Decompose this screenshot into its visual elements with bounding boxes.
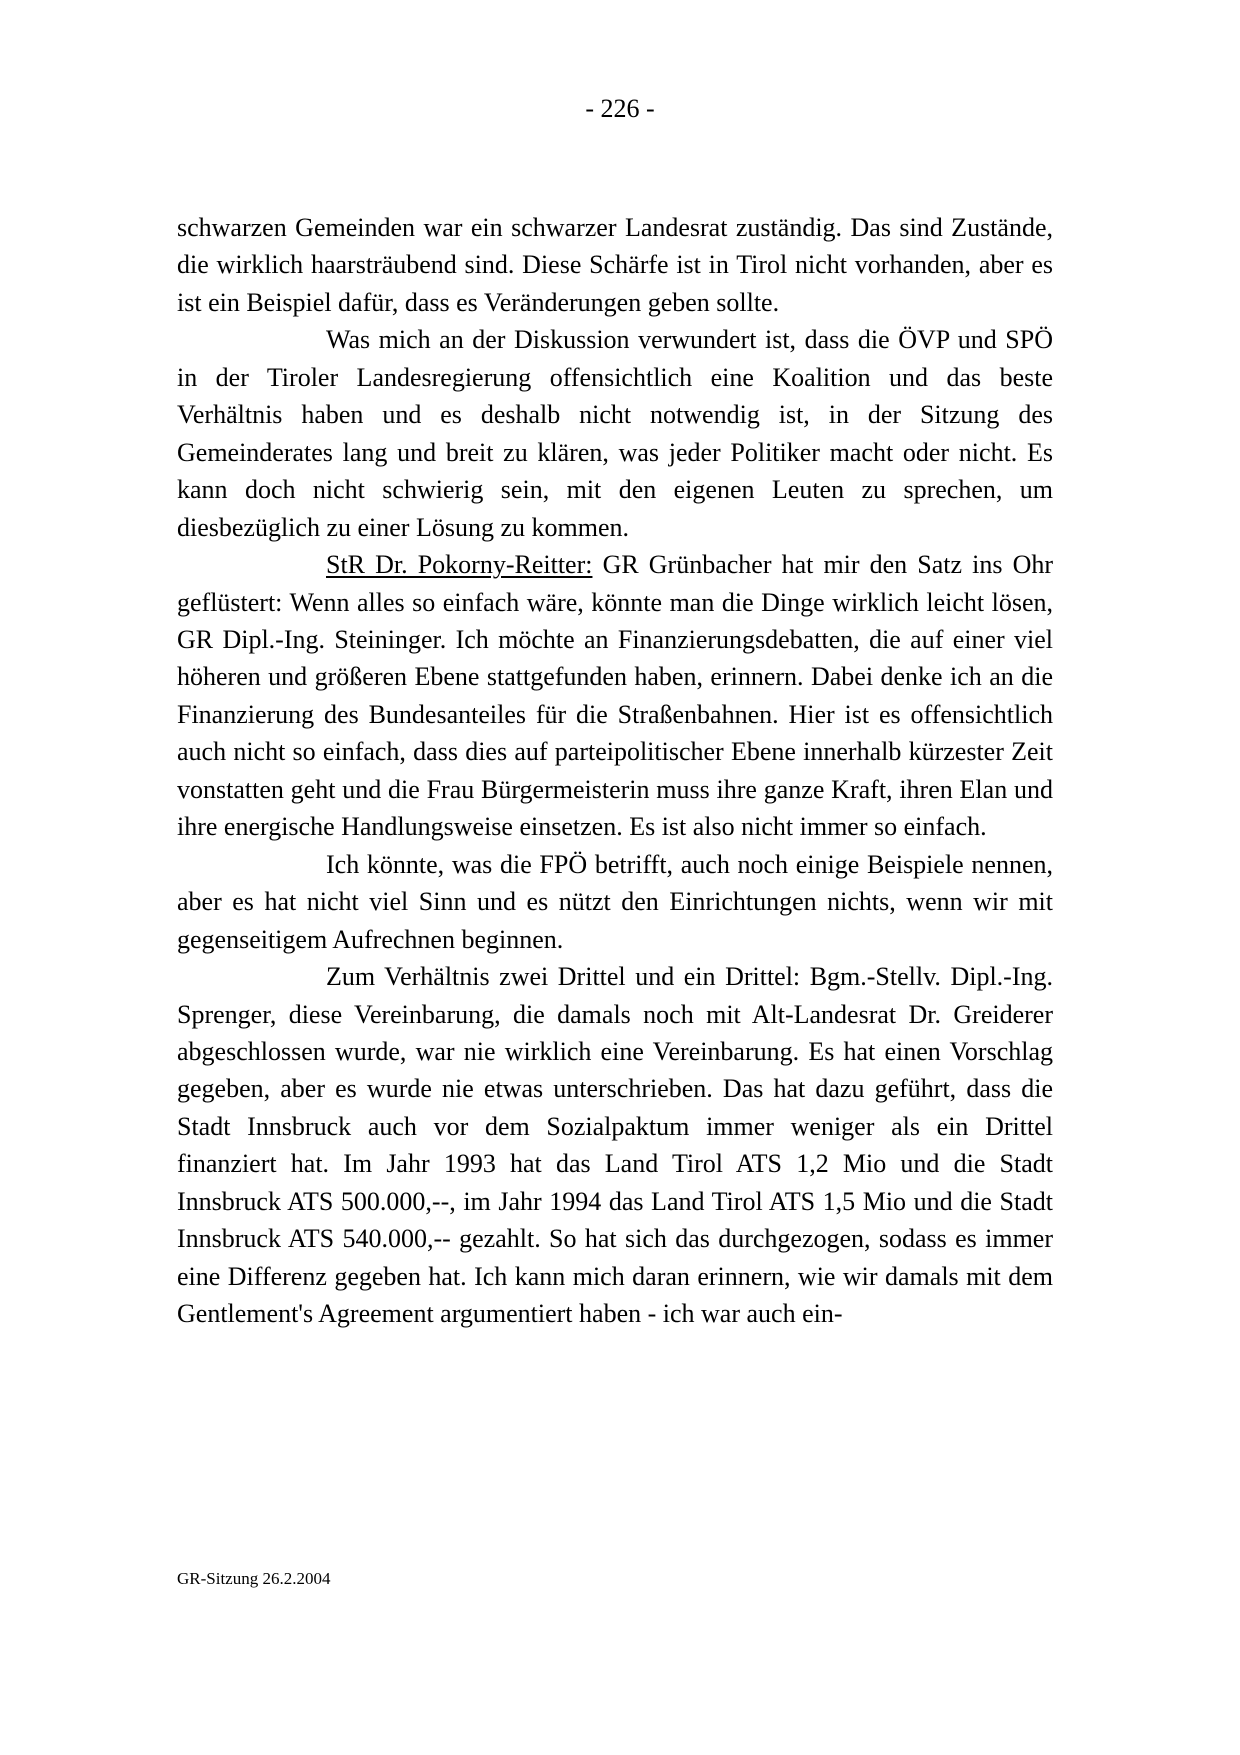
document-body xyxy=(177,209,1053,1333)
paragraph-1: schwarzen Gemeinden war ein schwarzer Landesrat zuständig. Das sind Zustände, die wirklich haarsträubend sind. Diese Schärfe ist in Tirol nicht vorhanden, aber es ist ein Beispiel dafür, dass es Veränderungen geben sollte. xyxy=(177,213,1053,317)
paragraph-5: Zum Verhältnis zwei Drittel und ein Drittel: Bgm.-Stellv. Dipl.-Ing. Sprenger, diese Vereinbarung, die damals noch mit Alt-Landesrat Dr. Greiderer abgeschlossen wurde, war nie wirklich eine Vereinbarung. Es hat einen Vorschlag gegeben, aber es wurde nie etwas unterschrieben. Das hat dazu geführt, dass die Stadt Innsbruck auch vor dem Sozialpaktum immer weniger als ein Drittel finanziert hat. Im Jahr 1993 hat das Land Tirol ATS 1,2 Mio und die Stadt Innsbruck ATS 500.000,--, im Jahr 1994 das Land Tirol ATS 1,5 Mio und die Stadt Innsbruck ATS 540.000,-- gezahlt. So hat sich das durchgezogen, sodass es immer eine Differenz gegeben hat. Ich kann mich daran erinnern, wie wir damals mit dem Gentlement's Agreement argumentiert haben - ich war auch ein- xyxy=(177,962,1053,1329)
paragraph-2: Was mich an der Diskussion verwundert ist, dass die ÖVP und SPÖ in der Tiroler Landesregierung offensichtlich eine Koalition und das beste Verhältnis haben und es deshalb nicht notwendig ist, in der Sitzung des Gemeinderates lang und breit zu klären, was jeder Politiker macht oder nicht. Es kann doch nicht schwierig sein, mit den eigenen Leuten zu sprechen, um diesbezüglich zu einer Lösung zu kommen. xyxy=(177,325,1053,542)
paragraph-3 xyxy=(177,546,1053,846)
speaker-name: StR Dr. Pokorny-Reitter: xyxy=(326,550,593,580)
paragraph-3-text: GR Grünbacher hat mir den Satz ins Ohr geflüstert: Wenn alles so einfach wäre, könnte man die Dinge wirklich leicht lösen, GR Dipl.-Ing. Steininger. Ich möchte an Finanzierungsdebatten, die auf einer viel höheren und größeren Ebene stattgefunden haben, erinnern. Dabei denke ich an die Finanzierung des Bundesanteiles für die Straßenbahnen. Hier ist es offensichtlich auch nicht so einfach, dass dies auf parteipolitischer Ebene innerhalb kürzester Zeit vonstatten geht und die Frau Bürgermeisterin muss ihre ganze Kraft, ihren Elan und ihre energische Handlungsweise einsetzen. Es ist also nicht immer so einfach. xyxy=(177,550,1053,842)
page-number: - 226 - xyxy=(585,94,655,123)
paragraph-4: Ich könnte, was die FPÖ betrifft, auch noch einige Beispiele nennen, aber es hat nicht viel Sinn und es nützt den Einrichtungen nichts, wenn wir mit gegenseitigem Aufrechnen beginnen. xyxy=(177,849,1053,954)
footer-meeting-date: GR-Sitzung 26.2.2004 xyxy=(177,1569,331,1588)
